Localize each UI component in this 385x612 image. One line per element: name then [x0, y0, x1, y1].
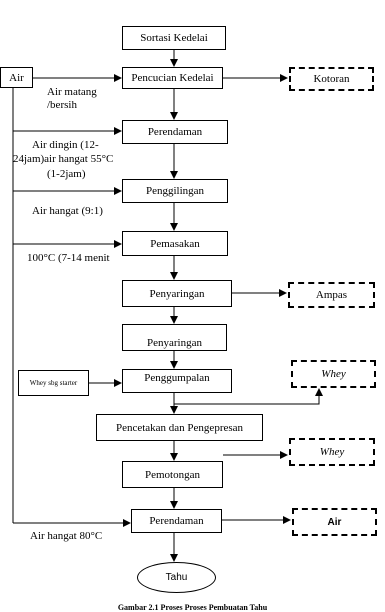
output-air-label: Air	[327, 516, 342, 528]
output-kotoran-label: Kotoran	[313, 73, 350, 85]
step-penyaringan-2	[122, 324, 227, 351]
label-bersih: /bersih	[47, 99, 77, 111]
step-penyaringan-1	[122, 280, 232, 307]
source-air-label: Air	[9, 71, 24, 84]
source-air	[0, 67, 33, 88]
label-air-hangat-80: Air hangat 80°C	[30, 530, 103, 542]
step-penggilingan	[122, 179, 228, 203]
step-penggumpalan-label: Penggumpalan	[144, 372, 210, 384]
terminal-tahu-label: Tahu	[165, 572, 188, 583]
step-pencucian-label: Pencucian Kedelai	[131, 72, 214, 84]
step-perendaman-2-label: Perendaman	[149, 515, 204, 527]
terminal-tahu	[137, 562, 216, 593]
output-whey-2	[289, 438, 375, 466]
figure-caption: Gambar 2.1 Proses Proses Pembuatan Tahu	[117, 603, 268, 612]
step-perendaman-1-label: Perendaman	[147, 126, 203, 138]
step-penggilingan-label: Penggilingan	[145, 185, 205, 197]
step-pencucian-kedelai	[122, 67, 223, 89]
step-sortasi-label: Sortasi Kedelai	[140, 32, 208, 44]
step-penyaringan-1-label: Penyaringan	[149, 287, 205, 300]
output-ampas-label: Ampas	[315, 289, 348, 301]
step-penyaringan-2-label: Penyaringan	[147, 337, 202, 349]
output-air	[292, 508, 377, 536]
output-whey-1-label: Whey	[321, 368, 346, 380]
step-pencetakan-pengepresan	[96, 414, 263, 441]
step-perendaman-2	[131, 509, 222, 533]
step-penggumpalan	[122, 369, 232, 393]
label-air-dingin: Air dingin (12-	[32, 139, 99, 151]
label-temp-menit: 100°C (7-14 menit	[27, 252, 110, 264]
label-jam-short: (1-2jam)	[47, 168, 86, 180]
step-pemasakan	[122, 231, 228, 256]
step-sortasi-kedelai	[122, 26, 226, 50]
step-pemotongan-label: Pemotongan	[145, 468, 200, 481]
whey-starter-label: Whey sbg starter	[29, 379, 78, 387]
label-air-matang: Air matang	[47, 86, 97, 98]
output-kotoran	[289, 67, 374, 91]
step-pemasakan-label: Pemasakan	[150, 237, 200, 250]
output-whey-1	[291, 360, 376, 388]
output-whey-2-label: Whey	[319, 446, 345, 458]
output-ampas	[288, 282, 375, 308]
whey-starter-box	[18, 370, 89, 396]
label-jam-air-hangat: 24jam)air hangat 55°C	[13, 153, 114, 165]
step-pemotongan	[122, 461, 223, 488]
step-perendaman-1	[122, 120, 228, 144]
label-air-hangat-ratio: Air hangat (9:1)	[32, 205, 103, 217]
step-pencetakan-label: Pencetakan dan Pengepresan	[115, 421, 244, 434]
